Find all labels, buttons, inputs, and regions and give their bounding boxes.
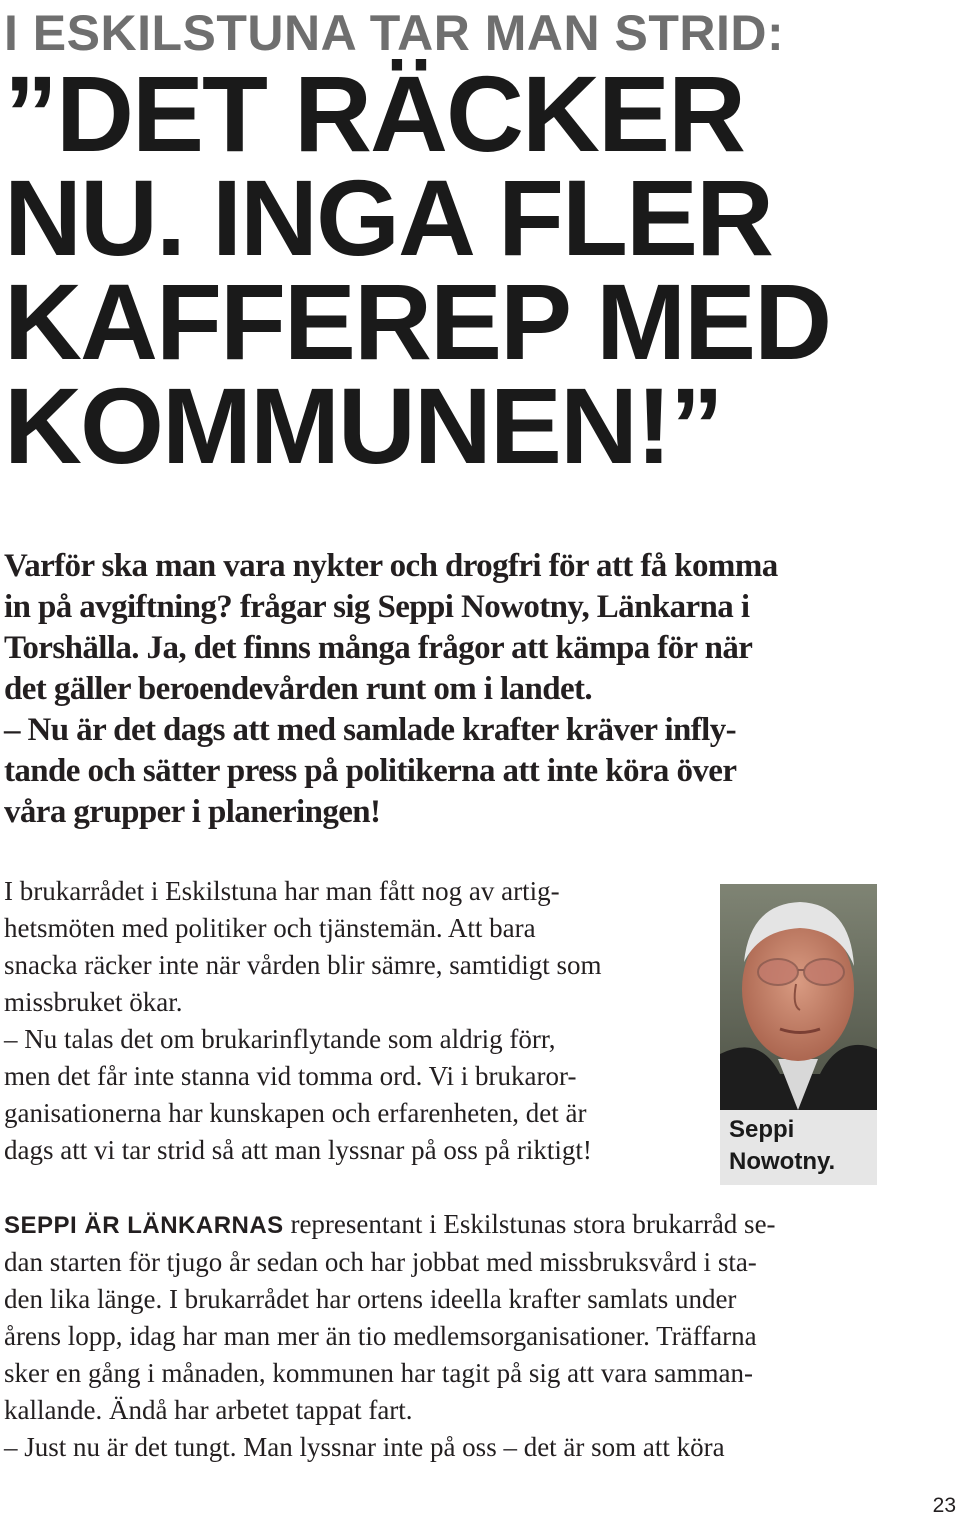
body-line: hetsmöten med politiker och tjänstemän. Att bara xyxy=(4,913,536,943)
body-line: kallande. Ändå har arbetet tappat fart. xyxy=(4,1395,413,1425)
body-line: missbruket ökar. xyxy=(4,987,183,1017)
ingress-line: våra grupper i planeringen! xyxy=(4,794,381,830)
page-number: 23 xyxy=(932,1494,956,1517)
body-line: dan starten för tjugo år sedan och har jobbat med missbruksvård i sta- xyxy=(4,1247,757,1277)
body-line: men det får inte stanna vid tomma ord. Vi i brukaror- xyxy=(4,1061,577,1091)
body-line: snacka räcker inte när vården blir sämre, samtidigt som xyxy=(4,950,602,980)
portrait-figure xyxy=(720,884,877,1185)
body-line: den lika länge. I brukarrådet har ortens ideella krafter samlats under xyxy=(4,1284,737,1314)
ingress xyxy=(4,546,884,833)
ingress-line: – Nu är det dags att med samlade krafter kräver infly- xyxy=(4,712,737,748)
ingress-line: Varför ska man vara nykter och drogfri för att få komma xyxy=(4,548,778,584)
headline-line: NU. INGA FLER xyxy=(4,157,772,278)
first-line-rest: representant i Eskilstunas stora brukarråd se- xyxy=(283,1209,776,1239)
body-line: – Nu talas det om brukarinflytande som aldrig förr, xyxy=(4,1024,556,1054)
body-line: dags att vi tar strid så att man lyssnar på oss på riktigt! xyxy=(4,1135,592,1165)
ingress-line: Torshälla. Ja, det finns många frågor att kämpa för när xyxy=(4,630,753,666)
caption-line: Nowotny. xyxy=(729,1148,836,1175)
portrait-illustration xyxy=(720,884,877,1110)
headline xyxy=(4,53,954,486)
ingress-line: in på avgiftning? frågar sig Seppi Nowotny, Länkarna i xyxy=(4,589,750,625)
headline-line: KAFFEREP MED xyxy=(4,261,831,382)
photo-caption xyxy=(729,1114,874,1178)
caption-line: Seppi xyxy=(729,1116,795,1143)
kicker: I ESKILSTUNA TAR MAN STRID: xyxy=(4,5,785,61)
body-line: I brukarrådet i Eskilstuna har man fått nog av artig- xyxy=(4,876,560,906)
body-line: – Just nu är det tungt. Man lyssnar inte på oss – det är som att köra xyxy=(4,1432,725,1462)
body-line xyxy=(4,1206,884,1244)
ingress-line: tande och sätter press på politikerna att inte köra över xyxy=(4,753,737,789)
body-text-column xyxy=(4,873,694,1169)
lead-in: SEPPI ÄR LÄNKARNAS xyxy=(4,1212,284,1239)
body-line: sker en gång i månaden, kommunen har tagit på sig att vara samman- xyxy=(4,1358,754,1388)
ingress-line: det gäller beroendevården runt om i landet. xyxy=(4,671,593,707)
body-line: årens lopp, idag har man mer än tio medlemsorganisationer. Träffarna xyxy=(4,1321,757,1351)
headline-line: KOMMUNEN!” xyxy=(4,365,722,486)
body-line: ganisationerna har kunskapen och erfarenheten, det är xyxy=(4,1098,587,1128)
body-text-full-width xyxy=(4,1206,884,1466)
portrait-photo xyxy=(720,884,877,1110)
headline-line: ”DET RÄCKER xyxy=(4,53,745,174)
